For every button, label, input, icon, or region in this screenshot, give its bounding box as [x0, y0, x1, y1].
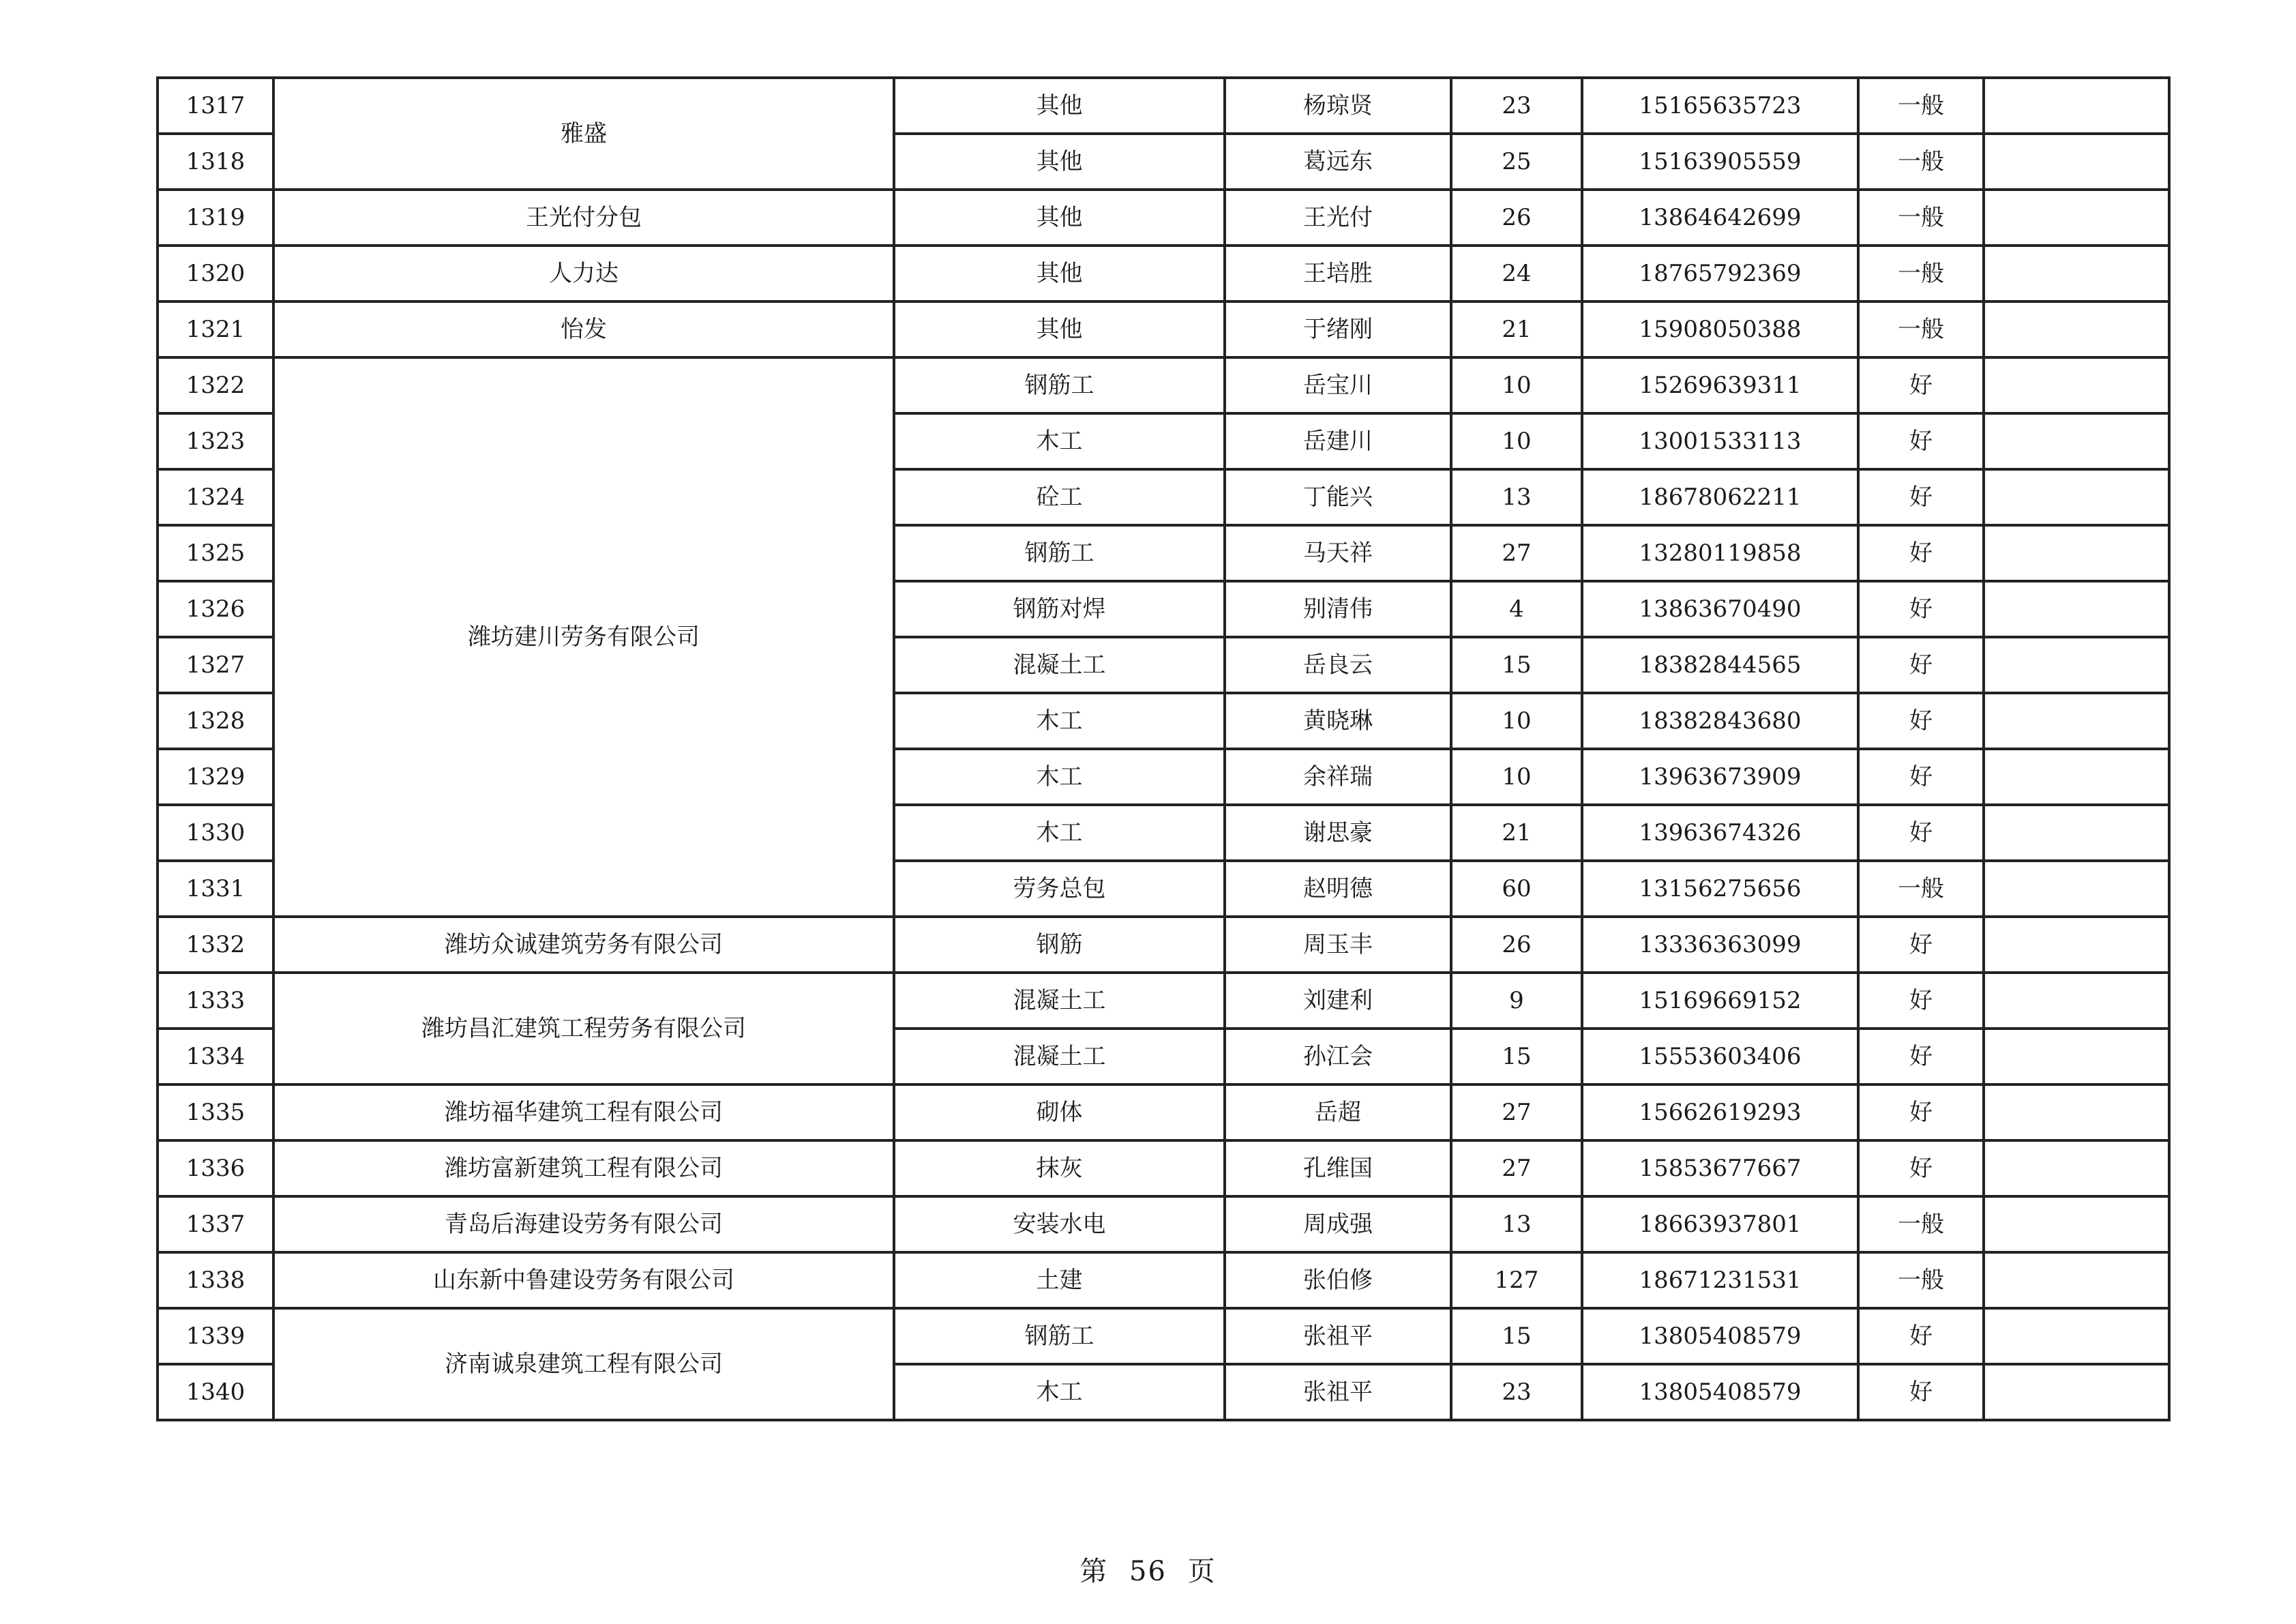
evaluation-cell: 好: [1858, 917, 1984, 973]
worker-count-cell: 23: [1451, 1364, 1582, 1420]
trade-cell: 混凝土工: [894, 637, 1225, 693]
worker-count-cell: 10: [1451, 749, 1582, 805]
remark-cell: [1984, 301, 2169, 357]
page-footer: [0, 1550, 2296, 1589]
remark-cell: [1984, 413, 2169, 469]
company-cell: 潍坊建川劳务有限公司: [273, 357, 894, 917]
contractor-table: [156, 76, 2171, 1421]
trade-cell: 木工: [894, 693, 1225, 749]
table-row: [158, 1196, 2169, 1252]
worker-count-cell: 9: [1451, 973, 1582, 1029]
remark-cell: [1984, 805, 2169, 861]
row-number-cell: 1332: [158, 917, 273, 973]
table-row: [158, 246, 2169, 301]
row-number-cell: 1337: [158, 1196, 273, 1252]
row-number-cell: 1331: [158, 861, 273, 917]
phone-cell: 18382844565: [1582, 637, 1858, 693]
evaluation-cell: 好: [1858, 469, 1984, 525]
contact-name-cell: 杨琼贤: [1225, 78, 1451, 134]
row-number-cell: 1317: [158, 78, 273, 134]
company-cell: 怡发: [273, 301, 894, 357]
table-row: [158, 917, 2169, 973]
row-number-cell: 1326: [158, 581, 273, 637]
row-number-cell: 1318: [158, 134, 273, 190]
row-number-cell: 1325: [158, 525, 273, 581]
table-row: [158, 1252, 2169, 1308]
phone-cell: 15163905559: [1582, 134, 1858, 190]
company-cell: 潍坊众诚建筑劳务有限公司: [273, 917, 894, 973]
evaluation-cell: 好: [1858, 581, 1984, 637]
evaluation-cell: 好: [1858, 693, 1984, 749]
worker-count-cell: 21: [1451, 301, 1582, 357]
phone-cell: 18671231531: [1582, 1252, 1858, 1308]
contact-name-cell: 岳建川: [1225, 413, 1451, 469]
phone-cell: 13156275656: [1582, 861, 1858, 917]
remark-cell: [1984, 134, 2169, 190]
trade-cell: 木工: [894, 1364, 1225, 1420]
contact-name-cell: 孙江会: [1225, 1029, 1451, 1084]
evaluation-cell: 好: [1858, 525, 1984, 581]
worker-count-cell: 15: [1451, 637, 1582, 693]
page-number: 56: [1129, 1556, 1167, 1587]
row-number-cell: 1322: [158, 357, 273, 413]
remark-cell: [1984, 1364, 2169, 1420]
trade-cell: 其他: [894, 301, 1225, 357]
contact-name-cell: 张伯修: [1225, 1252, 1451, 1308]
phone-cell: 13963673909: [1582, 749, 1858, 805]
trade-cell: 钢筋对焊: [894, 581, 1225, 637]
trade-cell: 钢筋工: [894, 525, 1225, 581]
remark-cell: [1984, 1308, 2169, 1364]
evaluation-cell: 好: [1858, 1140, 1984, 1196]
phone-cell: 13963674326: [1582, 805, 1858, 861]
contact-name-cell: 王培胜: [1225, 246, 1451, 301]
trade-cell: 其他: [894, 78, 1225, 134]
contact-name-cell: 丁能兴: [1225, 469, 1451, 525]
table-row: [158, 1140, 2169, 1196]
evaluation-cell: 一般: [1858, 1252, 1984, 1308]
worker-count-cell: 27: [1451, 1140, 1582, 1196]
phone-cell: 15169669152: [1582, 973, 1858, 1029]
company-cell: 山东新中鲁建设劳务有限公司: [273, 1252, 894, 1308]
phone-cell: 15908050388: [1582, 301, 1858, 357]
table-row: [158, 1308, 2169, 1364]
remark-cell: [1984, 861, 2169, 917]
row-number-cell: 1340: [158, 1364, 273, 1420]
company-cell: 济南诚泉建筑工程有限公司: [273, 1308, 894, 1420]
phone-cell: 15853677667: [1582, 1140, 1858, 1196]
row-number-cell: 1323: [158, 413, 273, 469]
trade-cell: 土建: [894, 1252, 1225, 1308]
contact-name-cell: 谢思豪: [1225, 805, 1451, 861]
contact-name-cell: 赵明德: [1225, 861, 1451, 917]
worker-count-cell: 24: [1451, 246, 1582, 301]
phone-cell: 15165635723: [1582, 78, 1858, 134]
worker-count-cell: 10: [1451, 693, 1582, 749]
document-page: [156, 76, 2171, 1421]
row-number-cell: 1327: [158, 637, 273, 693]
trade-cell: 木工: [894, 749, 1225, 805]
phone-cell: 18663937801: [1582, 1196, 1858, 1252]
worker-count-cell: 26: [1451, 190, 1582, 246]
table-row: [158, 357, 2169, 413]
phone-cell: 13864642699: [1582, 190, 1858, 246]
remark-cell: [1984, 749, 2169, 805]
contact-name-cell: 余祥瑞: [1225, 749, 1451, 805]
trade-cell: 木工: [894, 413, 1225, 469]
evaluation-cell: 一般: [1858, 861, 1984, 917]
company-cell: 潍坊昌汇建筑工程劳务有限公司: [273, 973, 894, 1084]
contact-name-cell: 岳宝川: [1225, 357, 1451, 413]
row-number-cell: 1330: [158, 805, 273, 861]
evaluation-cell: 一般: [1858, 246, 1984, 301]
evaluation-cell: 好: [1858, 973, 1984, 1029]
worker-count-cell: 15: [1451, 1029, 1582, 1084]
trade-cell: 其他: [894, 190, 1225, 246]
worker-count-cell: 23: [1451, 78, 1582, 134]
trade-cell: 钢筋工: [894, 357, 1225, 413]
company-cell: 雅盛: [273, 78, 894, 190]
contact-name-cell: 马天祥: [1225, 525, 1451, 581]
trade-cell: 砌体: [894, 1084, 1225, 1140]
contact-name-cell: 黄晓琳: [1225, 693, 1451, 749]
evaluation-cell: 一般: [1858, 1196, 1984, 1252]
evaluation-cell: 好: [1858, 805, 1984, 861]
row-number-cell: 1339: [158, 1308, 273, 1364]
phone-cell: 18382843680: [1582, 693, 1858, 749]
trade-cell: 抹灰: [894, 1140, 1225, 1196]
row-number-cell: 1338: [158, 1252, 273, 1308]
trade-cell: 混凝土工: [894, 1029, 1225, 1084]
contact-name-cell: 张祖平: [1225, 1308, 1451, 1364]
contact-name-cell: 刘建利: [1225, 973, 1451, 1029]
evaluation-cell: 好: [1858, 637, 1984, 693]
trade-cell: 混凝土工: [894, 973, 1225, 1029]
remark-cell: [1984, 581, 2169, 637]
company-cell: 青岛后海建设劳务有限公司: [273, 1196, 894, 1252]
footer-prefix: 第: [1079, 1556, 1109, 1587]
contact-name-cell: 于绪刚: [1225, 301, 1451, 357]
phone-cell: 13805408579: [1582, 1308, 1858, 1364]
row-number-cell: 1336: [158, 1140, 273, 1196]
contact-name-cell: 岳超: [1225, 1084, 1451, 1140]
contact-name-cell: 别清伟: [1225, 581, 1451, 637]
evaluation-cell: 好: [1858, 1029, 1984, 1084]
contact-name-cell: 王光付: [1225, 190, 1451, 246]
trade-cell: 钢筋: [894, 917, 1225, 973]
trade-cell: 劳务总包: [894, 861, 1225, 917]
worker-count-cell: 4: [1451, 581, 1582, 637]
contact-name-cell: 周玉丰: [1225, 917, 1451, 973]
evaluation-cell: 一般: [1858, 78, 1984, 134]
worker-count-cell: 13: [1451, 469, 1582, 525]
trade-cell: 安装水电: [894, 1196, 1225, 1252]
remark-cell: [1984, 357, 2169, 413]
contact-name-cell: 孔维国: [1225, 1140, 1451, 1196]
remark-cell: [1984, 190, 2169, 246]
company-cell: 王光付分包: [273, 190, 894, 246]
remark-cell: [1984, 1084, 2169, 1140]
phone-cell: 15269639311: [1582, 357, 1858, 413]
contact-name-cell: 张祖平: [1225, 1364, 1451, 1420]
table-row: [158, 190, 2169, 246]
row-number-cell: 1321: [158, 301, 273, 357]
worker-count-cell: 27: [1451, 525, 1582, 581]
remark-cell: [1984, 1196, 2169, 1252]
contact-name-cell: 岳良云: [1225, 637, 1451, 693]
evaluation-cell: 一般: [1858, 134, 1984, 190]
phone-cell: 13863670490: [1582, 581, 1858, 637]
worker-count-cell: 21: [1451, 805, 1582, 861]
remark-cell: [1984, 917, 2169, 973]
evaluation-cell: 一般: [1858, 301, 1984, 357]
table-row: [158, 973, 2169, 1029]
table-row: [158, 301, 2169, 357]
row-number-cell: 1334: [158, 1029, 273, 1084]
evaluation-cell: 好: [1858, 1308, 1984, 1364]
worker-count-cell: 26: [1451, 917, 1582, 973]
worker-count-cell: 127: [1451, 1252, 1582, 1308]
worker-count-cell: 25: [1451, 134, 1582, 190]
row-number-cell: 1335: [158, 1084, 273, 1140]
evaluation-cell: 好: [1858, 1364, 1984, 1420]
remark-cell: [1984, 1140, 2169, 1196]
phone-cell: 15662619293: [1582, 1084, 1858, 1140]
phone-cell: 15553603406: [1582, 1029, 1858, 1084]
evaluation-cell: 好: [1858, 749, 1984, 805]
evaluation-cell: 好: [1858, 1084, 1984, 1140]
worker-count-cell: 27: [1451, 1084, 1582, 1140]
worker-count-cell: 60: [1451, 861, 1582, 917]
company-cell: 潍坊福华建筑工程有限公司: [273, 1084, 894, 1140]
row-number-cell: 1320: [158, 246, 273, 301]
company-cell: 人力达: [273, 246, 894, 301]
row-number-cell: 1319: [158, 190, 273, 246]
phone-cell: 18678062211: [1582, 469, 1858, 525]
trade-cell: 钢筋工: [894, 1308, 1225, 1364]
row-number-cell: 1324: [158, 469, 273, 525]
remark-cell: [1984, 78, 2169, 134]
contact-name-cell: 葛远东: [1225, 134, 1451, 190]
worker-count-cell: 13: [1451, 1196, 1582, 1252]
remark-cell: [1984, 525, 2169, 581]
phone-cell: 13336363099: [1582, 917, 1858, 973]
table-row: [158, 1084, 2169, 1140]
phone-cell: 13805408579: [1582, 1364, 1858, 1420]
worker-count-cell: 15: [1451, 1308, 1582, 1364]
phone-cell: 13280119858: [1582, 525, 1858, 581]
remark-cell: [1984, 1029, 2169, 1084]
remark-cell: [1984, 246, 2169, 301]
evaluation-cell: 好: [1858, 413, 1984, 469]
remark-cell: [1984, 973, 2169, 1029]
evaluation-cell: 好: [1858, 357, 1984, 413]
row-number-cell: 1329: [158, 749, 273, 805]
table-row: [158, 78, 2169, 134]
remark-cell: [1984, 1252, 2169, 1308]
company-cell: 潍坊富新建筑工程有限公司: [273, 1140, 894, 1196]
row-number-cell: 1328: [158, 693, 273, 749]
row-number-cell: 1333: [158, 973, 273, 1029]
evaluation-cell: 一般: [1858, 190, 1984, 246]
remark-cell: [1984, 693, 2169, 749]
worker-count-cell: 10: [1451, 357, 1582, 413]
trade-cell: 砼工: [894, 469, 1225, 525]
footer-suffix: 页: [1187, 1556, 1217, 1587]
contact-name-cell: 周成强: [1225, 1196, 1451, 1252]
table-body: [158, 78, 2169, 1420]
trade-cell: 其他: [894, 134, 1225, 190]
trade-cell: 其他: [894, 246, 1225, 301]
remark-cell: [1984, 469, 2169, 525]
trade-cell: 木工: [894, 805, 1225, 861]
remark-cell: [1984, 637, 2169, 693]
phone-cell: 13001533113: [1582, 413, 1858, 469]
phone-cell: 18765792369: [1582, 246, 1858, 301]
worker-count-cell: 10: [1451, 413, 1582, 469]
